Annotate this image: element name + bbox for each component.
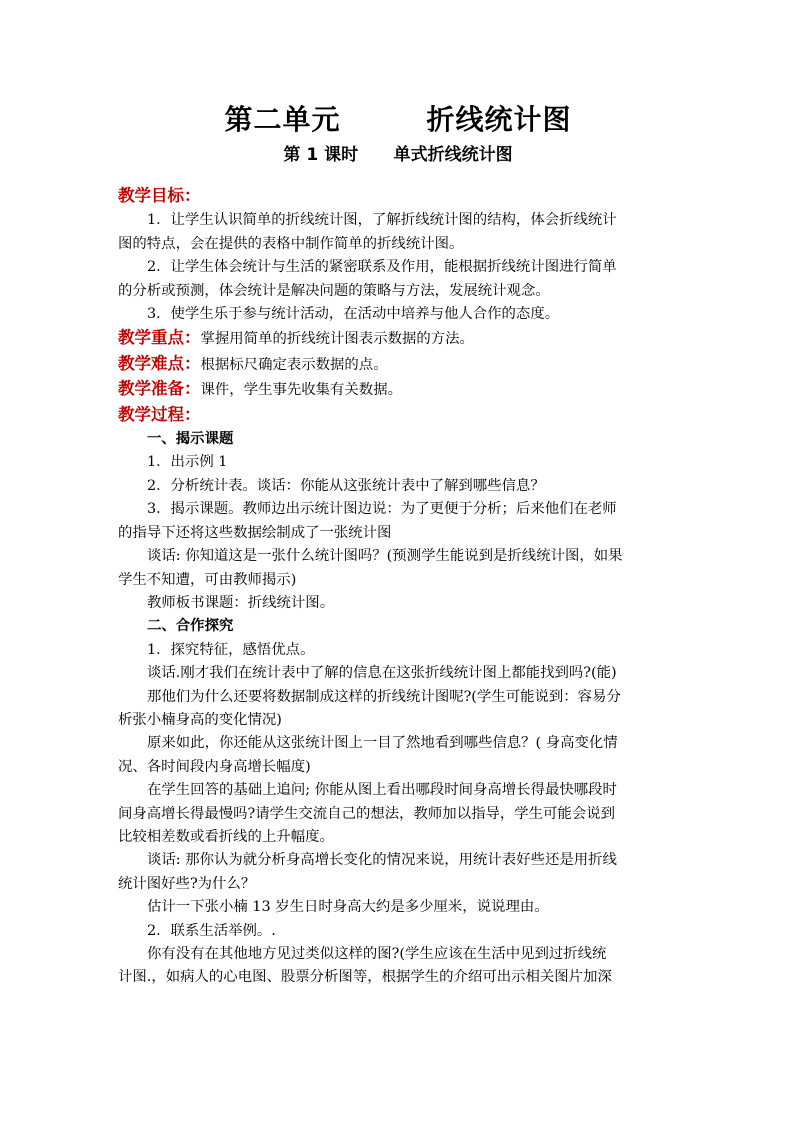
talk-7 — [118, 943, 678, 990]
goal-item-2 — [118, 256, 678, 303]
unit-title: 第二单元 折线统计图 — [224, 103, 572, 136]
spacer — [118, 168, 678, 184]
talk-6-line-1: 谈话: 那你认为就分析身高增长变化的情况来说，用统计表好些还是用折线 — [147, 852, 617, 869]
process-heading — [118, 403, 678, 428]
step-2-2: 2．联系生活举例。. — [147, 922, 276, 939]
talk-3-line-1: 那他们为什么还要将数据制成这样的折线统计图呢?(学生可能说到：容易分 — [147, 688, 621, 705]
difficulty-row — [118, 352, 678, 377]
step-1-2: 2．分析统计表。谈话：你能从这张统计表中了解到哪些信息？ — [147, 477, 545, 494]
talk-3 — [118, 686, 678, 733]
talk-7-line-1: 你有没有在其他地方见过类似这样的图?(学生应该在生活中见到过折线统 — [147, 946, 607, 962]
talk-5-line-1: 在学生回答的基础上追问; 你能从图上看出哪段时间身高增长得最快哪段时 — [147, 782, 617, 799]
goal-item-1 — [118, 209, 678, 256]
key-point-row — [118, 326, 678, 351]
process-label: 教学过程： — [118, 404, 201, 424]
talk-1 — [118, 545, 678, 592]
lesson-subtitle: 第 1 课时 单式折线统计图 — [283, 145, 513, 165]
goal-item-3: 3．使学生乐于参与统计活动，在活动中培养与他人合作的态度。 — [147, 306, 560, 323]
key-point-text: 掌握用简单的折线统计图表示数据的方法。 — [200, 331, 474, 348]
talk-2: 谈话.刚才我们在统计表中了解的信息在这张折线统计图上都能找到吗?(能) — [147, 665, 617, 682]
key-point-label: 教学重点： — [118, 328, 201, 348]
difficulty-text: 根据标尺确定表示数据的点。 — [200, 356, 388, 373]
preparation-label: 教学准备： — [118, 379, 201, 399]
goal-item-2-line-2: 的分析或预测，体会统计是解决问题的策略与方法，发展统计观念。 — [118, 282, 550, 299]
talk-7-line-2: 计图.，如病人的心电图、股票分析图等，根据学生的介绍可出示相关图片加深 — [118, 969, 612, 986]
step-1-3-line-1: 3．揭示课题。教师边出示统计图边说：为了更便于分析；后来他们在老师 — [147, 501, 617, 518]
step-1-1: 1．出示例 1 — [147, 454, 228, 471]
talk-6 — [118, 849, 678, 896]
document-page — [118, 100, 678, 990]
step-1-3 — [118, 498, 678, 545]
preparation-row — [118, 377, 678, 402]
step-2-1: 1．探究特征，感悟优点。 — [147, 641, 315, 658]
section-1-heading: 一、揭示课题 — [147, 431, 234, 448]
talk-1-line-2: 学生不知遭，可由教师揭示) — [118, 571, 297, 588]
difficulty-label: 教学难点： — [118, 353, 201, 373]
talk-4 — [118, 732, 678, 779]
talk-6-line-2: 统计图好些?为什么？ — [118, 875, 256, 892]
preparation-text: 课件，学生事先收集有关数据。 — [200, 382, 402, 399]
talk-1-line-1: 谈话: 你知道这是一张什么统计图吗？(预测学生能说到是折线统计图，如果 — [147, 548, 623, 565]
talk-5 — [118, 779, 678, 849]
step-1-3-line-2: 的指导下还将这些数据绘制成了一张统计图 — [118, 524, 392, 541]
talk-3-line-2: 析张小楠身高的变化情况) — [118, 711, 282, 728]
section-2-heading: 二、合作探究 — [147, 618, 234, 635]
talk-5-line-2: 间身高增长得最慢吗?请学生交流自己的想法，教师加以指导，学生可能会说到 — [118, 805, 615, 822]
estimate: 估计一下张小楠 13 岁生日时身高大约是多少厘米，说说理由。 — [147, 899, 549, 916]
talk-4-line-1: 原来如此，你还能从这张统计图上一目了然地看到哪些信息？( 身高变化情 — [147, 735, 618, 752]
goal-item-1-line-2: 图的特点，会在提供的表格中制作简单的折线统计图。 — [118, 235, 464, 252]
board-title: 教师板书课题：折线统计图。 — [147, 594, 335, 611]
goals-label: 教学目标： — [118, 186, 201, 205]
goal-item-2-line-1: 2．让学生体会统计与生活的紧密联系及作用，能根据折线统计图进行简单 — [147, 259, 617, 276]
goals-heading — [118, 184, 678, 209]
goal-item-1-line-1: 1．让学生认识简单的折线统计图，了解折线统计图的结构，体会折线统计 — [147, 212, 617, 229]
talk-4-line-2: 况、各时间段内身高增长幅度) — [118, 758, 311, 775]
talk-5-line-3: 比较相差数或看折线的上升幅度。 — [118, 828, 334, 845]
